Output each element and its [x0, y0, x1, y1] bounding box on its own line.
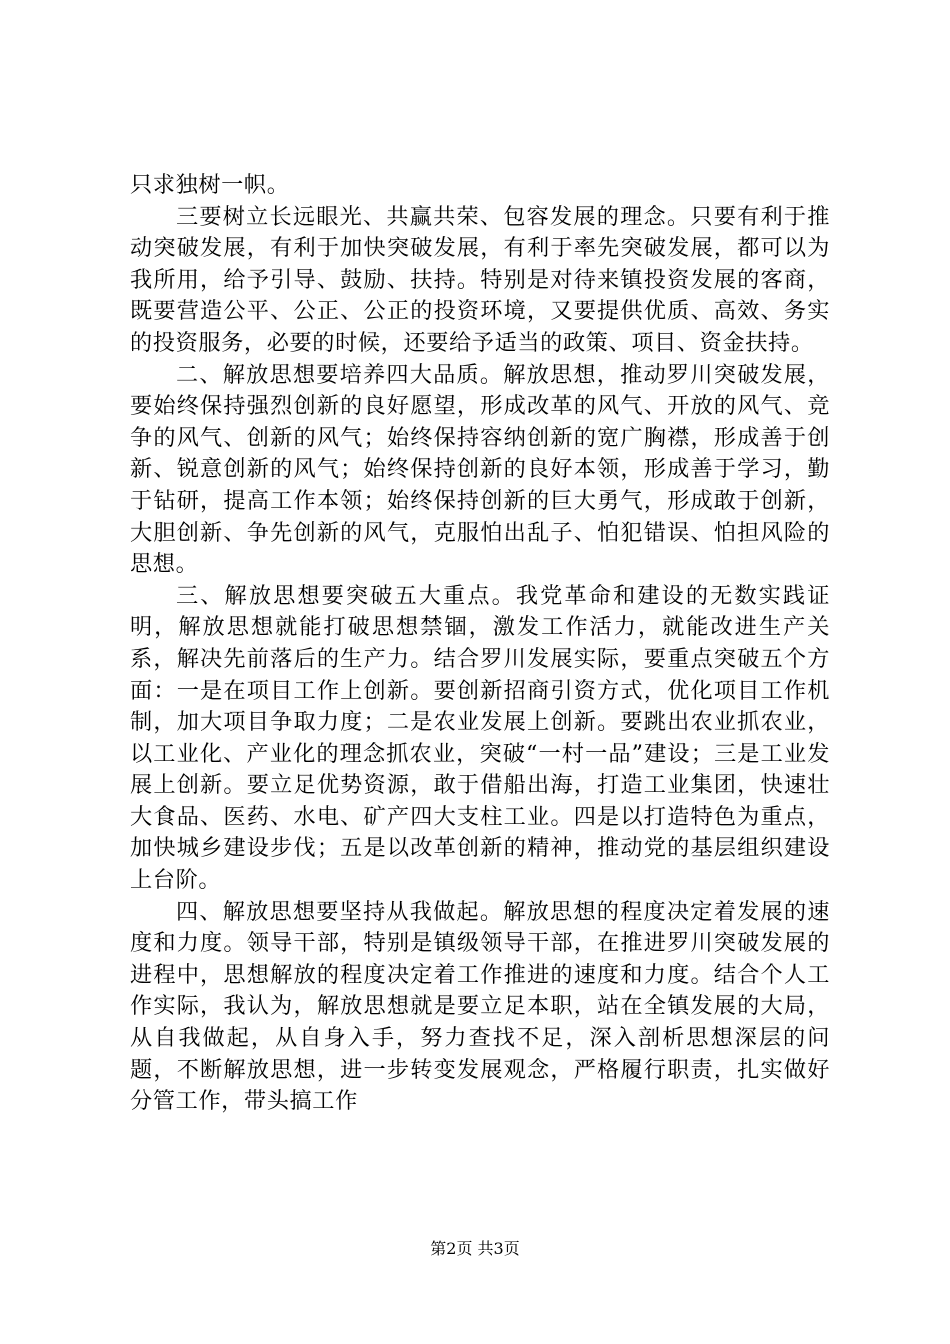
page-footer: 第2页 共3页: [430, 1239, 520, 1258]
paragraph-five-priorities: 三、解放思想要突破五大重点。我党革命和建设的无数实践证明，解放思想就能打破思想禁锢，激发工作活力，就能改进生产关系，解决先前落后的生产力。结合罗川发展实际，要重点突破五个方面：一是在项目工作上创新。要创新招商引资方式，优化项目工作机制，加大项目争取力度；二是农业发展上创新。要跳出农业抓农业，以工业化、产业化的理念抓农业，突破“一村一品”建设；三是工业发展上创新。要立足优势资源，敢于借船出海，打造工业集团，快速壮大食品、医药、水电、矿产四大支柱工业。四是以打造特色为重点，加快城乡建设步伐；五是以改革创新的精神，推动党的基层组织建设上台阶。: [130, 582, 830, 894]
document-body: [130, 170, 830, 1118]
paragraph-start-from-myself: 四、解放思想要坚持从我做起。解放思想的程度决定着发展的速度和力度。领导干部，特别是镇级领导干部，在推进罗川突破发展的进程中，思想解放的程度决定着工作推进的速度和力度。结合个人工作实际，我认为，解放思想就是要立足本职，站在全镇发展的大局，从自我做起，从自身入手，努力查找不足，深入剖析思想深层的问题，不断解放思想，进一步转变发展观念，严格履行职责，扎实做好分管工作，带头搞工作: [130, 898, 830, 1115]
paragraph-four-qualities: 二、解放思想要培养四大品质。解放思想，推动罗川突破发展，要始终保持强烈创新的良好愿望，形成改革的风气、开放的风气、竞争的风气、创新的风气；始终保持容纳创新的宽广胸襟，形成善于创新、锐意创新的风气；始终保持创新的良好本领，形成善于学习，勤于钻研，提高工作本领；始终保持创新的巨大勇气，形成敢于创新，大胆创新、争先创新的风气，克服怕出乱子、怕犯错误、怕担风险的思想。: [130, 361, 830, 578]
paragraph-continuation: 只求独树一帜。: [130, 172, 290, 198]
paragraph-inclusive-development: 三要树立长远眼光、共赢共荣、包容发展的理念。只要有利于推动突破发展，有利于加快突破发展，有利于率先突破发展，都可以为我所用，给予引导、鼓励、扶持。特别是对待来镇投资发展的客商，既要营造公平、公正、公正的投资环境，又要提供优质、高效、务实的投资服务，必要的时候，还要给予适当的政策、项目、资金扶持。: [130, 203, 830, 356]
